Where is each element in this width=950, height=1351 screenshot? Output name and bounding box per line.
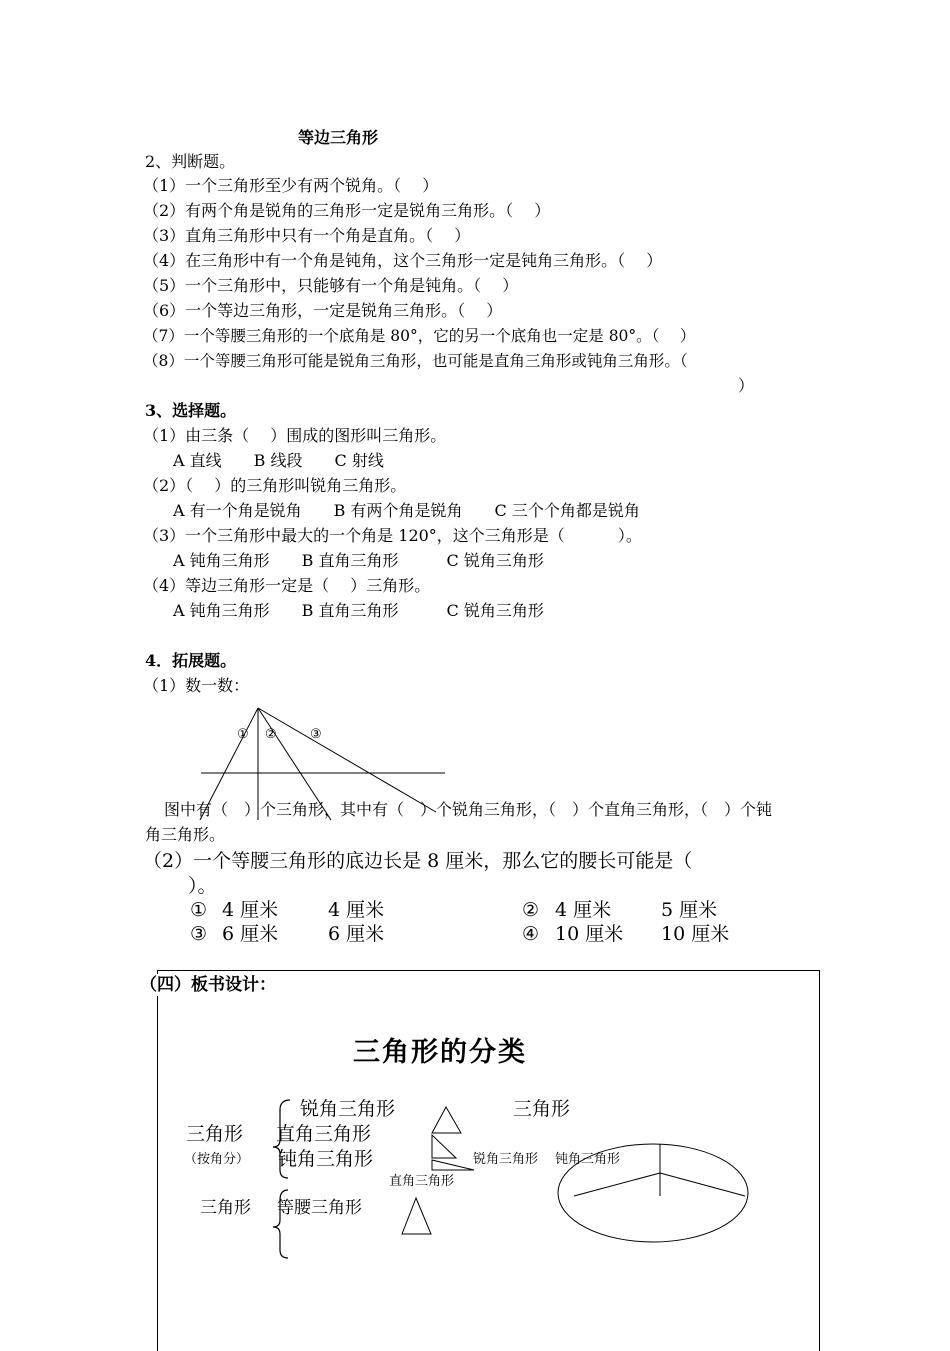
section2-heading: 2、判断题。 [145,152,236,171]
board-branch-isosceles: 等腰三角形 [277,1198,362,1218]
figure-label-1: ① [237,727,249,742]
option-1-b: 4 厘米 [328,899,385,921]
board-branch-obtuse: 钝角三角形 [278,1148,374,1170]
board-left2: 三角形 [200,1198,251,1218]
board-title: 三角形的分类 [353,1037,527,1068]
option-4-a: 10 厘米 [555,923,624,945]
isosceles-question-line2: ）。 [188,875,217,897]
judge-item: （5）一个三角形中，只能够有一个角是钝角。（ ） [143,276,519,295]
option-2-a: 4 厘米 [555,899,612,921]
page-title: 等边三角形 [298,128,379,147]
judge-item: （4）在三角形中有一个角是钝角，这个三角形一定是钝角三角形。（ ） [143,251,663,270]
judge-item: （1）一个三角形至少有两个锐角。（ ） [143,176,439,195]
judge-item: （2）有两个角是锐角的三角形一定是锐角三角形。（ ） [143,201,551,220]
count-question-line2: 角三角形。 [145,825,226,844]
option-3-num: ③ [190,923,208,945]
option-4-num: ④ [522,923,540,945]
isosceles-question-line1: （2）一个等腰三角形的底边长是 8 厘米，那么它的腰长可能是（ [143,850,693,872]
choice-line: （1）由三条（ ）围成的图形叫三角形。 [143,426,447,445]
option-3-a: 6 厘米 [222,923,279,945]
choice-line: （3）一个三角形中最大的一个角是 120°，这个三角形是（ ）。 [143,526,642,545]
judge-item: （3）直角三角形中只有一个角是直角。（ ） [143,226,471,245]
option-4-b: 10 厘米 [661,923,730,945]
board-right-label: 三角形 [513,1098,571,1120]
count-question-label: （1）数一数： [143,676,250,695]
section3-heading: 3、选择题。 [145,401,237,420]
figure-label-2: ② [265,727,277,742]
board-left-sub: （按角分） [184,1152,250,1167]
board-small-right-angle: 直角三角形 [389,1174,455,1189]
choice-options: A 钝角三角形 B 直角三角形 C 锐角三角形 [157,551,544,570]
option-1-a: 4 厘米 [222,899,279,921]
option-2-b: 5 厘米 [661,899,718,921]
board-left-main: 三角形 [186,1123,244,1145]
option-1-num: ① [190,899,208,921]
choice-options: A 直线 B 线段 C 射线 [157,451,384,470]
judge-item: （7）一个等腰三角形的一个底角是 80°，它的另一个底角也一定是 80°。（ ） [143,327,696,345]
choice-options: A 钝角三角形 B 直角三角形 C 锐角三角形 [157,601,544,620]
judge-item-close: ） [738,376,755,395]
board-branch-right: 直角三角形 [276,1123,372,1145]
option-2-num: ② [522,899,540,921]
section4-heading: 4．拓展题。 [145,651,237,670]
ellipse-label-obtuse: 钝角三角形 [555,1152,621,1167]
judge-item: （8）一个等腰三角形可能是锐角三角形，也可能是直角三角形或钝角三角形。（ [143,352,688,370]
choice-line: （2）（ ）的三角形叫锐角三角形。 [143,476,407,495]
option-3-b: 6 厘米 [328,923,385,945]
judge-item: （6）一个等边三角形，一定是锐角三角形。（ ） [143,301,503,320]
choice-line: （4）等边三角形一定是（ ）三角形。 [143,576,431,595]
board-heading: （四）板书设计： [140,975,276,995]
count-question-line1: 图中有（ ）个三角形，其中有（ ）个锐角三角形，（ ）个直角三角形，（ ）个钝 [148,800,773,819]
board-branch-acute: 锐角三角形 [300,1098,396,1120]
choice-options: A 有一个角是锐角 B 有两个角是锐角 C 三个个角都是锐角 [157,501,640,520]
figure-label-3: ③ [310,727,322,742]
ellipse-label-acute: 锐角三角形 [473,1152,539,1167]
